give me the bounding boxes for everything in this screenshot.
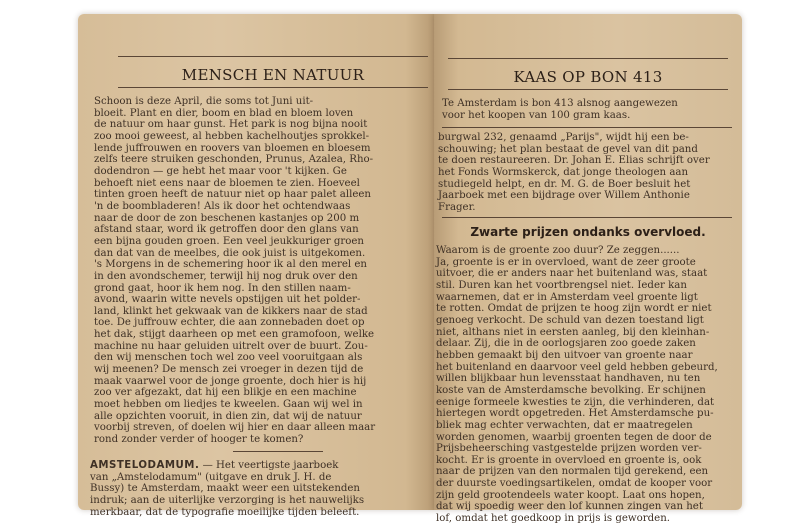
text-line: naar de door de zon beschenen kastanjes op 200 m <box>94 212 360 224</box>
text-line: dat wij spoedig weer den lof kunnen zingen van het <box>436 501 703 513</box>
text-line: den wij menschen toch wel zoo veel vooruitgaan als <box>94 352 363 364</box>
text-line: dodendron — ge hebt het maar voor 't kijken. Ge <box>94 165 347 177</box>
text-line: tinten groen heeft de natuur niet op haar palet alleen <box>94 189 371 201</box>
section-label-amstelodamum: AMSTELODAMUM. <box>90 460 200 471</box>
article-title-mensch-en-natuur: MENSCH EN NATUUR <box>181 66 365 84</box>
text-line: rond zonder verder of hooger te komen? <box>94 434 304 446</box>
text-line: een bijna gouden groen. Een veel jeukkuriger groen <box>94 235 364 247</box>
text-run: van „Amstelodamum" (uitgave en druk J. H. de <box>90 471 332 483</box>
text-line: voor het koopen van 100 gram kaas. <box>442 109 631 121</box>
text-line: voorbij streven, of doelen wij hier en daar alleen maar <box>94 422 376 434</box>
text-line: uitvoer, die er anders naar het buitenland was, staat <box>436 268 708 280</box>
text-line: dan dat van de meelbes, die ook juist is uitgekomen. <box>94 247 366 259</box>
notice-rule <box>442 127 732 128</box>
text-line: naar de prijzen van den normalen tijd gerekend, een <box>436 466 709 478</box>
text-line: zoo ver afgezakt, dat hij een blikje en een machine <box>94 387 357 399</box>
text-run: — Het veertigste jaarboek <box>199 460 339 471</box>
text-line: eenige formeele kwesties te zijn, die verhinderen, dat <box>436 396 715 408</box>
top-rule <box>118 56 428 57</box>
text-line: delaar. Zij, die in de oorlogsjaren zoo goede zaken <box>436 338 696 350</box>
text-line: te doen restaureeren. Dr. Johan E. Elias schrijft over <box>438 155 710 167</box>
text-line: moet hebben om liedjes te kweelen. Gaan wij wel in <box>94 399 363 411</box>
text-line: niet, althans niet in eersten aanleg, bij den kleinhan- <box>436 326 710 338</box>
text-line <box>90 507 424 519</box>
text-line: 'n de boombladeren! Als ik door het ochtendwaas <box>94 200 351 212</box>
text-line: der duurste voedingsartikelen, omdat de kooper voor <box>436 478 713 490</box>
text-line: bliek mag echter verwachten, dat er maatregelen <box>436 419 693 431</box>
text-line: zijn geld grootendeels water koopt. Laat ons hopen, <box>436 489 705 501</box>
text-line: het buitenland en daarvoor veel geld hebben gebeurd, <box>436 361 718 373</box>
text-line: Schoon is deze April, die soms tot Juni uit- <box>94 96 314 107</box>
text-line: bloeit. Plant en dier, boom en blad en bloem loven <box>94 107 354 119</box>
text-line: machine nu haar geluiden uitrelt over de buurt. Zou- <box>94 340 368 352</box>
section-divider <box>233 451 323 452</box>
text-line: alle opzichten vooruit, in dien zin, dat wij de natuur <box>94 410 362 422</box>
right-page <box>434 14 742 525</box>
text-line: schouwing; het plan bestaat de gevel van dit pand <box>438 143 698 155</box>
text-line: het Fonds Wormskerck, dat jonge theologen aan <box>438 166 689 178</box>
text-line: grond gaat, hoor ik hem nog. In den stillen naam- <box>94 282 351 294</box>
text-line: land, klinkt het gekwaak van de kikkers naar de stad <box>94 305 368 317</box>
article-subhead-zwarte-prijzen: Zwarte prijzen ondanks overvloed. <box>470 225 706 239</box>
text-line: maak vaarwel voor de jonge groente, doch hier is hij <box>94 375 367 387</box>
jaarboek-continued <box>438 132 732 214</box>
text-line: studiegeld helpt, en dr. M. G. de Boer besluit het <box>438 178 691 190</box>
text-line: lende juffrouwen en roovers van bloemen en bloesem <box>94 142 371 154</box>
text-line: worden genomen, waarbij groenten tegen de door de <box>436 431 712 443</box>
left-page <box>78 14 434 518</box>
text-line: de natuur om haar gunst. Het park is nog bijna nooit <box>94 119 368 131</box>
text-line: burgwal 232, genaamd „Parijs", wijdt hij een be- <box>438 132 689 143</box>
text-line: koste van de Amsterdamsche bevolking. Er schijnen <box>436 384 706 396</box>
text-line: Te Amsterdam is bon 413 alsnog aangewezen <box>442 98 678 109</box>
title-underline <box>118 87 428 88</box>
text-line: zoo mooi geweest, al hebben kachelhoutjes sprokkel- <box>94 130 370 142</box>
text-line: willen blijkbaar hun levensstaat handhaven, nu ten <box>436 373 701 385</box>
text-run: indruk; aan de uiterlijke verzorging is het nauwelijks <box>90 494 365 506</box>
article-title-kaas-op-bon-413: KAAS OP BON 413 <box>513 68 663 86</box>
top-rule <box>448 58 728 59</box>
text-line: hiertegen wordt opgetreden. Het Amsterdamsche pu- <box>436 408 714 420</box>
text-line: het dak, stijgt daarheen op met een gramofoon, welke <box>94 329 375 341</box>
text-line: Prijsbeheersching vastgestelde prijzen worden ver- <box>436 443 702 455</box>
text-line: stil. Duren kan het voortbrengsel niet. Ieder kan <box>436 279 687 291</box>
section-rule <box>442 217 732 218</box>
article-body-zwarte-prijzen <box>436 245 732 525</box>
text-line: Jaarboek met een bijdrage over Willem Anthonie <box>438 190 690 202</box>
text-line: zelfs teere struiken geschonden, Prunus, Azalea, Rho- <box>94 154 374 166</box>
text-line: lof, omdat het goedkoop in prijs is geworden. <box>436 513 671 525</box>
text-line: genoeg verkocht. De schuld van dezen toestand ligt <box>436 314 704 326</box>
amstelodamum-section <box>90 460 424 518</box>
text-run: Bussy) te Amsterdam, maakt weer een uitstekenden <box>90 483 360 495</box>
text-line: Waarom is de groente zoo duur? Ze zeggen...... <box>436 245 680 256</box>
text-line: toe. De juffrouw echter, die aan zonnebaden doet op <box>94 317 365 329</box>
text-line: in den avondschemer, terwijl hij nog druk over den <box>94 270 358 282</box>
text-line: te rotten. Omdat de prijzen te hoog zijn wordt er niet <box>436 303 712 315</box>
text-line: avond, waarin witte nevels opstijgen uit het polder- <box>94 294 361 306</box>
title-underline <box>448 89 728 90</box>
article-body-mensch-en-natuur <box>94 96 424 446</box>
text-run: merkbaar, dat de typografie moeilijke tijden beleeft. <box>90 506 360 518</box>
text-line <box>90 495 424 507</box>
kaas-notice <box>442 98 732 121</box>
text-line: afstand staar, word ik getroffen door den glans van <box>94 224 359 236</box>
text-line <box>90 460 424 472</box>
text-line <box>90 472 424 484</box>
text-line: wij meenen? De mensch zei vroeger in dezen tijd de <box>94 364 364 376</box>
text-line: Frager. <box>438 201 476 213</box>
text-line: hebben gemaakt bij den uitvoer van groente naar <box>436 349 693 361</box>
text-line: 's Morgens in de schemering hoor ik al den merel en <box>94 259 367 271</box>
text-line: waarnemen, dat er in Amsterdam veel groente ligt <box>436 291 698 303</box>
text-line: behoeft niet eens naar de bloemen te zien. Hoeveel <box>94 177 360 189</box>
text-line <box>90 483 424 495</box>
text-line: Ja, groente is er in overvloed, want de zeer groote <box>436 256 696 268</box>
text-line: kocht. Er is groente in overvloed en groente is, ook <box>436 454 702 466</box>
